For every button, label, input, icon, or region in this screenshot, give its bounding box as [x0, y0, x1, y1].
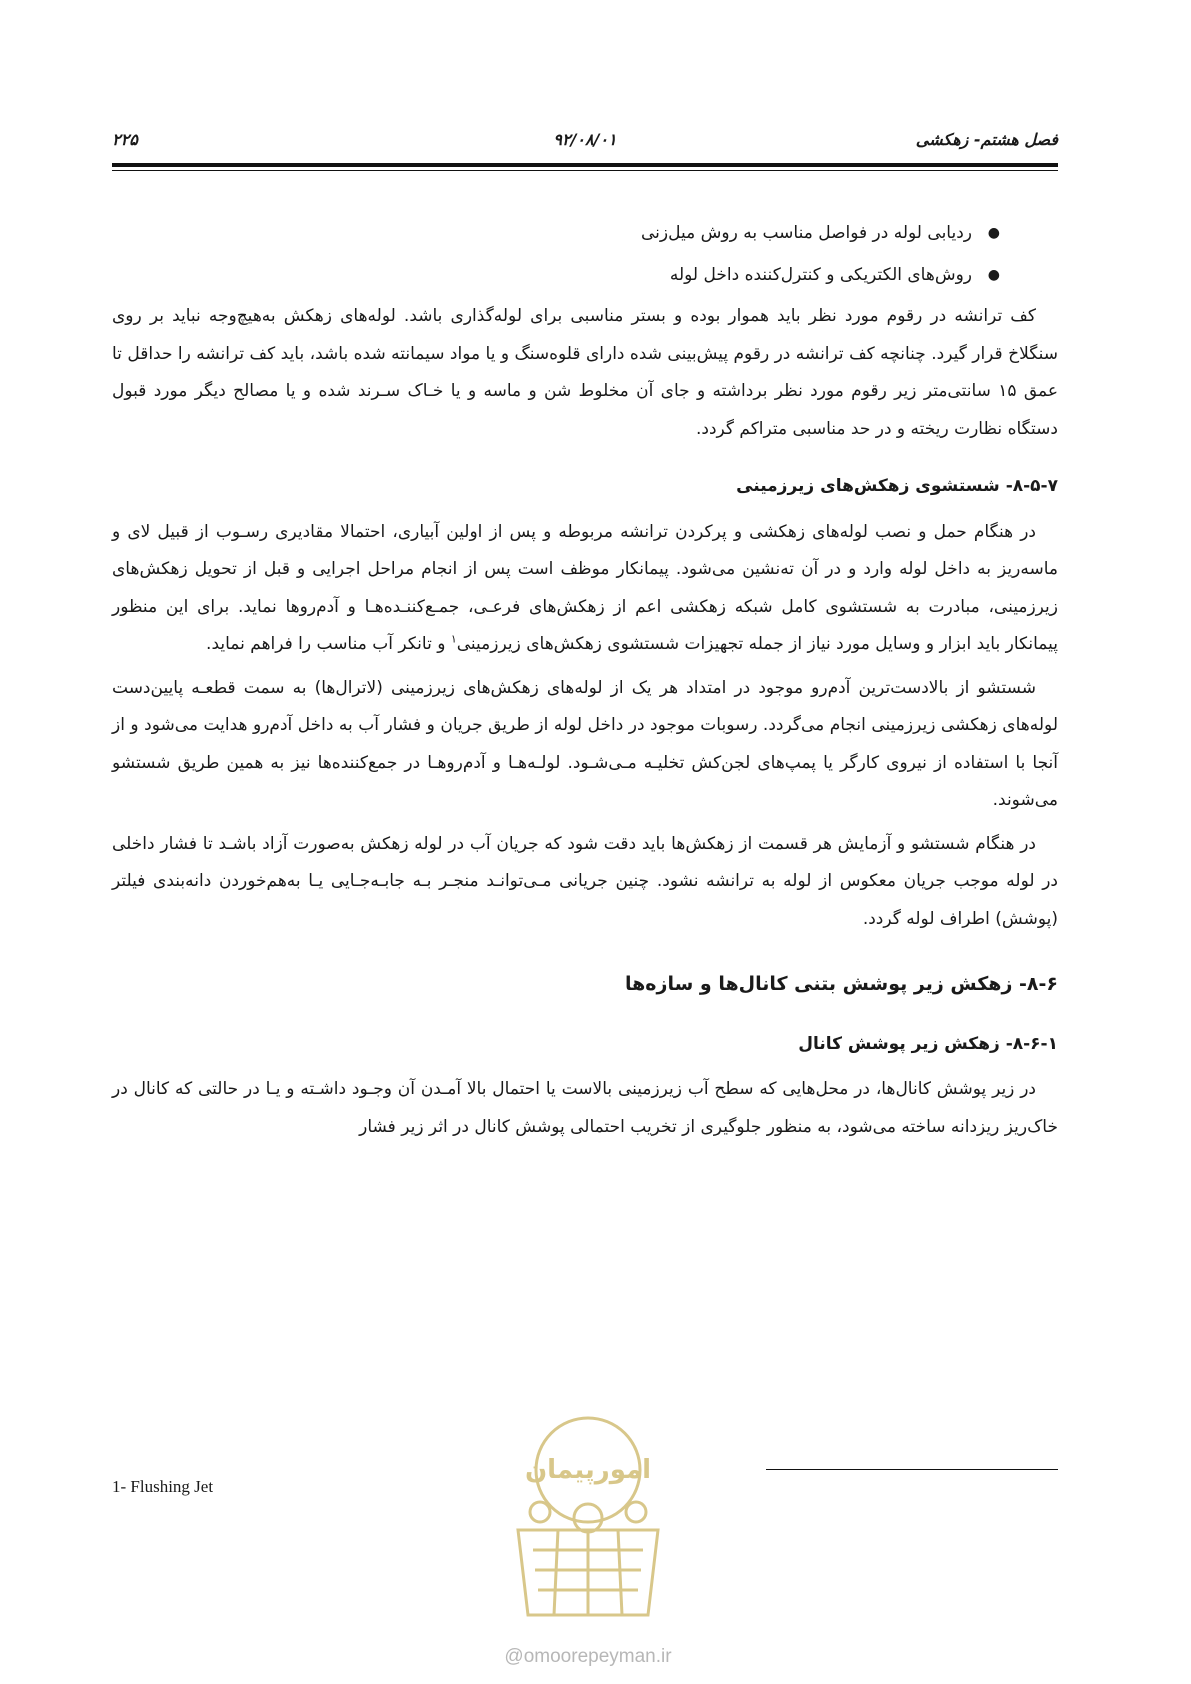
page-body	[112, 212, 1058, 1146]
header-rule-thin	[112, 170, 1058, 171]
paragraph-canal-lining: در زیر پوشش کانال‌ها، در محل‌هایی که سطح آب زیرزمینی بالاست یا احتمال بالا آمـدن آن وجـود داشـته و یـا در حالتی که کانال در خاک‌ریز ریزدانه ساخته می‌شود، به منظور جلوگیری از تخریب احتمالی پوشش کانال در اثر زیر فشار	[112, 1079, 1058, 1137]
page-header	[112, 124, 1058, 154]
svg-text:امورپیمان: امورپیمان	[524, 1455, 652, 1485]
section-heading-canal-lining: ۸-۶-۱- زهکش زیر پوشش کانال	[798, 1033, 1058, 1054]
paragraph-trench-floor: کف ترانشه در رقوم مورد نظر باید هموار بوده و بستر مناسبی برای لوله‌گذاری باشد. لوله‌های زهکش به‌هیچ‌وجه نباید بر روی سنگلاخ قرار گیرد. چنانچه کف ترانشه در رقوم پیش‌بینی شده دارای قلوه‌سنگ و یا مواد سیمانته شده باشد، باید کف ترانشه را حداقل تا عمق ۱۵ سانتی‌متر زیر رقوم مورد نظر برداشته و جای آن مخلوط شن و ماسه و یا خـاک سـرند شده و یا مصالح دیگر مورد قبول دستگاه نظارت ریخته و در حد مناسبی متراکم گردد.	[112, 306, 1058, 439]
paragraph-flushing-intro: در هنگام حمل و نصب لوله‌های زهکشی و پرکردن ترانشه مربوطه و پس از اولین آبیاری، احتمالا مقادیری رسـوب از قبیل لای و ماسه‌ریز به داخل لوله وارد و در آن ته‌نشین می‌شود. پیمانکار موظف است پس از انجام مراحل اجرایی و قبل از تحویل زهکش‌های زیرزمینی، مبادرت به شستشوی کامل شبکه زهکشی اعم از زهکش‌های فرعـی، جمـع‌کننـده‌هـا و آدم‌روها نماید. برای این منظور پیمانکار باید ابزار و وسایل مورد نیاز از جمله تجهیزات شستشوی زهکش‌های زیرزمینی$^۱$ و تانکر آب مناسب را فراهم نماید.	[112, 521, 1058, 654]
footnote-rule	[766, 1469, 1058, 1470]
section-heading-canal-drain: ۸-۶- زهکش زیر پوشش بتنی کانال‌ها و سازه‌ها	[625, 973, 1058, 995]
header-rule-thick	[112, 163, 1058, 167]
list-item: ● روش‌های الکتریکی و کنترل‌کننده داخل لوله	[112, 254, 1000, 296]
header-date: ۹۲/۰۸/۰۱	[553, 130, 617, 149]
footnote-marker: ۱	[450, 632, 457, 646]
bullet-icon: ●	[987, 267, 1000, 283]
bullet-list	[112, 212, 1058, 296]
watermark-site: @omoorepeyman.ir	[504, 1646, 672, 1667]
footnote: 1- Flushing Jet	[112, 1477, 214, 1496]
paragraph-flushing-caution: در هنگام شستشو و آزمایش هر قسمت از زهکش‌ها باید دقت شود که جریان آب در لوله زهکش به‌صورت آزاد باشـد تا فشار داخلی در لوله موجب جریان معکوس از لوله به ترانشه نشود. چنین جریانی مـی‌توانـد منجـر بـه جابـه‌جـایی یـا به‌هم‌خوردن دانه‌بندی فیلتر (پوشش) اطراف لوله گردد.	[112, 833, 1058, 929]
watermark-logo-icon	[478, 1400, 698, 1640]
page-number: ۲۲۵	[112, 130, 138, 149]
paragraph-flushing-method: شستشو از بالادست‌ترین آدم‌رو موجود در امتداد هر یک از لوله‌های زهکش‌های زیرزمینی (لاترال‌ها) به سمت قطعـه پایین‌دست لوله‌های زهکشی زیرزمینی انجام می‌گردد. رسوبات موجود در داخل لوله از طریق جریان و فشار آب به داخل آدم‌رو هدایت می‌شود و از آنجا با استفاده از نیروی کارگر یا پمپ‌های لجن‌کش تخلیـه مـی‌شـود. لولـه‌هـا و آدم‌روهـا در جمع‌کننده‌ها نیز به همین طریق شستشو می‌شوند.	[112, 677, 1058, 810]
section-heading-flushing: ۸-۵-۷- شستشوی زهکش‌های زیرزمینی	[736, 476, 1058, 496]
bullet-icon: ●	[987, 225, 1000, 241]
chapter-title: فصل هشتم- زهکشی	[915, 130, 1058, 149]
list-item: ● ردیابی لوله در فواصل مناسب به روش میل‌زنی	[112, 212, 1000, 254]
watermark	[478, 1400, 698, 1670]
